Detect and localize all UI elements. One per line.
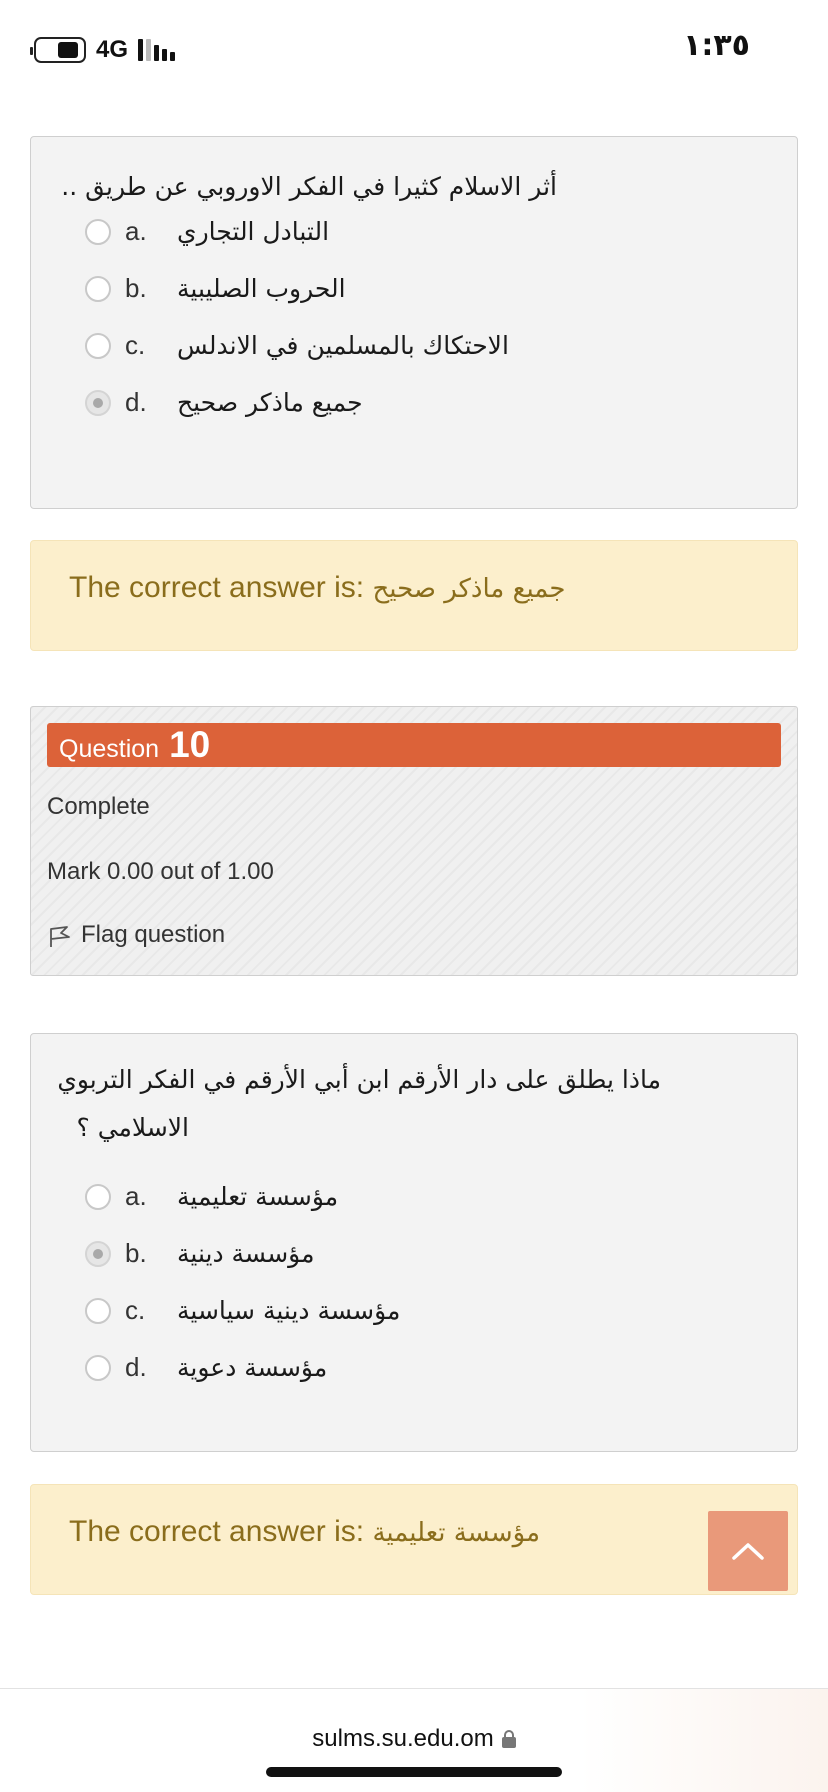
answer-text: مؤسسة دينية سياسية <box>177 1296 401 1325</box>
answer-option[interactable] <box>85 1339 400 1396</box>
answer-text: جميع ماذكر صحيح <box>177 388 363 417</box>
question-mark: Mark 0.00 out of 1.00 <box>47 858 274 885</box>
clock: ١:٣٥ <box>683 28 750 63</box>
answer-text: مؤسسة دعوية <box>177 1353 328 1382</box>
answer-text: الاحتكاك بالمسلمين في الاندلس <box>177 331 509 360</box>
network-type: 4G <box>96 36 129 63</box>
radio-button[interactable] <box>85 219 111 245</box>
question-10-answers <box>85 1168 400 1396</box>
answer-option[interactable] <box>85 203 509 260</box>
signal-icon <box>138 39 175 61</box>
answer-letter: a. <box>125 1181 147 1211</box>
status-bar <box>0 0 828 100</box>
question-state: Complete <box>47 793 150 820</box>
answer-text: مؤسسة تعليمية <box>177 1182 339 1211</box>
answer-letter: a. <box>125 216 147 246</box>
question-10-text-line1: ماذا يطلق على دار الأرقم ابن أبي الأرقم في الفكر التربوي <box>57 1065 661 1094</box>
answer-letter: d. <box>125 387 147 417</box>
answer-option[interactable] <box>85 260 509 317</box>
scroll-to-top-button[interactable] <box>708 1511 788 1591</box>
correct-answer-value: مؤسسة تعليمية <box>372 1518 541 1548</box>
question-10-text-line2: الاسلامي ؟ <box>76 1113 189 1142</box>
answer-option[interactable] <box>85 374 509 431</box>
radio-button[interactable] <box>85 333 111 359</box>
answer-letter: b. <box>125 273 147 303</box>
answer-letter: b. <box>125 1238 147 1268</box>
flag-question-link[interactable] <box>47 921 225 949</box>
answer-option[interactable] <box>85 1225 400 1282</box>
answer-option[interactable] <box>85 1168 400 1225</box>
question-9-answers <box>85 203 509 431</box>
flag-question-label[interactable]: Flag question <box>81 921 226 948</box>
radio-button[interactable] <box>85 1355 111 1381</box>
radio-button-selected[interactable] <box>85 1241 111 1267</box>
question-10-feedback <box>30 1484 798 1595</box>
radio-button[interactable] <box>85 1184 111 1210</box>
question-number: 10 <box>169 724 211 765</box>
question-10-info <box>30 706 798 976</box>
status-left <box>34 36 175 64</box>
flag-icon[interactable] <box>47 921 73 949</box>
question-10-content <box>30 1033 798 1452</box>
url-row[interactable] <box>0 1725 828 1753</box>
radio-button-selected[interactable] <box>85 390 111 416</box>
answer-option[interactable] <box>85 317 509 374</box>
battery-icon <box>34 37 86 63</box>
question-9-text: أثر الاسلام كثيرا في الفكر الاوروبي عن طريق .. <box>61 172 557 201</box>
answer-letter: c. <box>125 330 146 360</box>
url-text[interactable]: sulms.su.edu.om <box>312 1725 494 1752</box>
answer-letter: c. <box>125 1295 146 1325</box>
question-label: Question <box>59 735 160 763</box>
question-header <box>47 723 781 767</box>
correct-answer-value: جميع ماذكر صحيح <box>372 574 566 604</box>
answer-option[interactable] <box>85 1282 400 1339</box>
chevron-up-icon <box>731 1541 765 1561</box>
question-9-feedback <box>30 540 798 651</box>
answer-text: التبادل التجاري <box>177 217 330 246</box>
question-9-content <box>30 136 798 509</box>
answer-text: مؤسسة دينية <box>177 1239 315 1268</box>
correct-answer-prefix: The correct answer is: <box>69 1515 373 1548</box>
answer-text: الحروب الصليبية <box>177 274 346 303</box>
answer-letter: d. <box>125 1352 147 1382</box>
home-indicator[interactable] <box>266 1767 562 1777</box>
lock-icon <box>502 1730 516 1748</box>
radio-button[interactable] <box>85 1298 111 1324</box>
correct-answer-prefix: The correct answer is: <box>69 571 373 604</box>
correct-answer-text <box>69 571 565 605</box>
radio-button[interactable] <box>85 276 111 302</box>
correct-answer-text <box>69 1515 540 1549</box>
